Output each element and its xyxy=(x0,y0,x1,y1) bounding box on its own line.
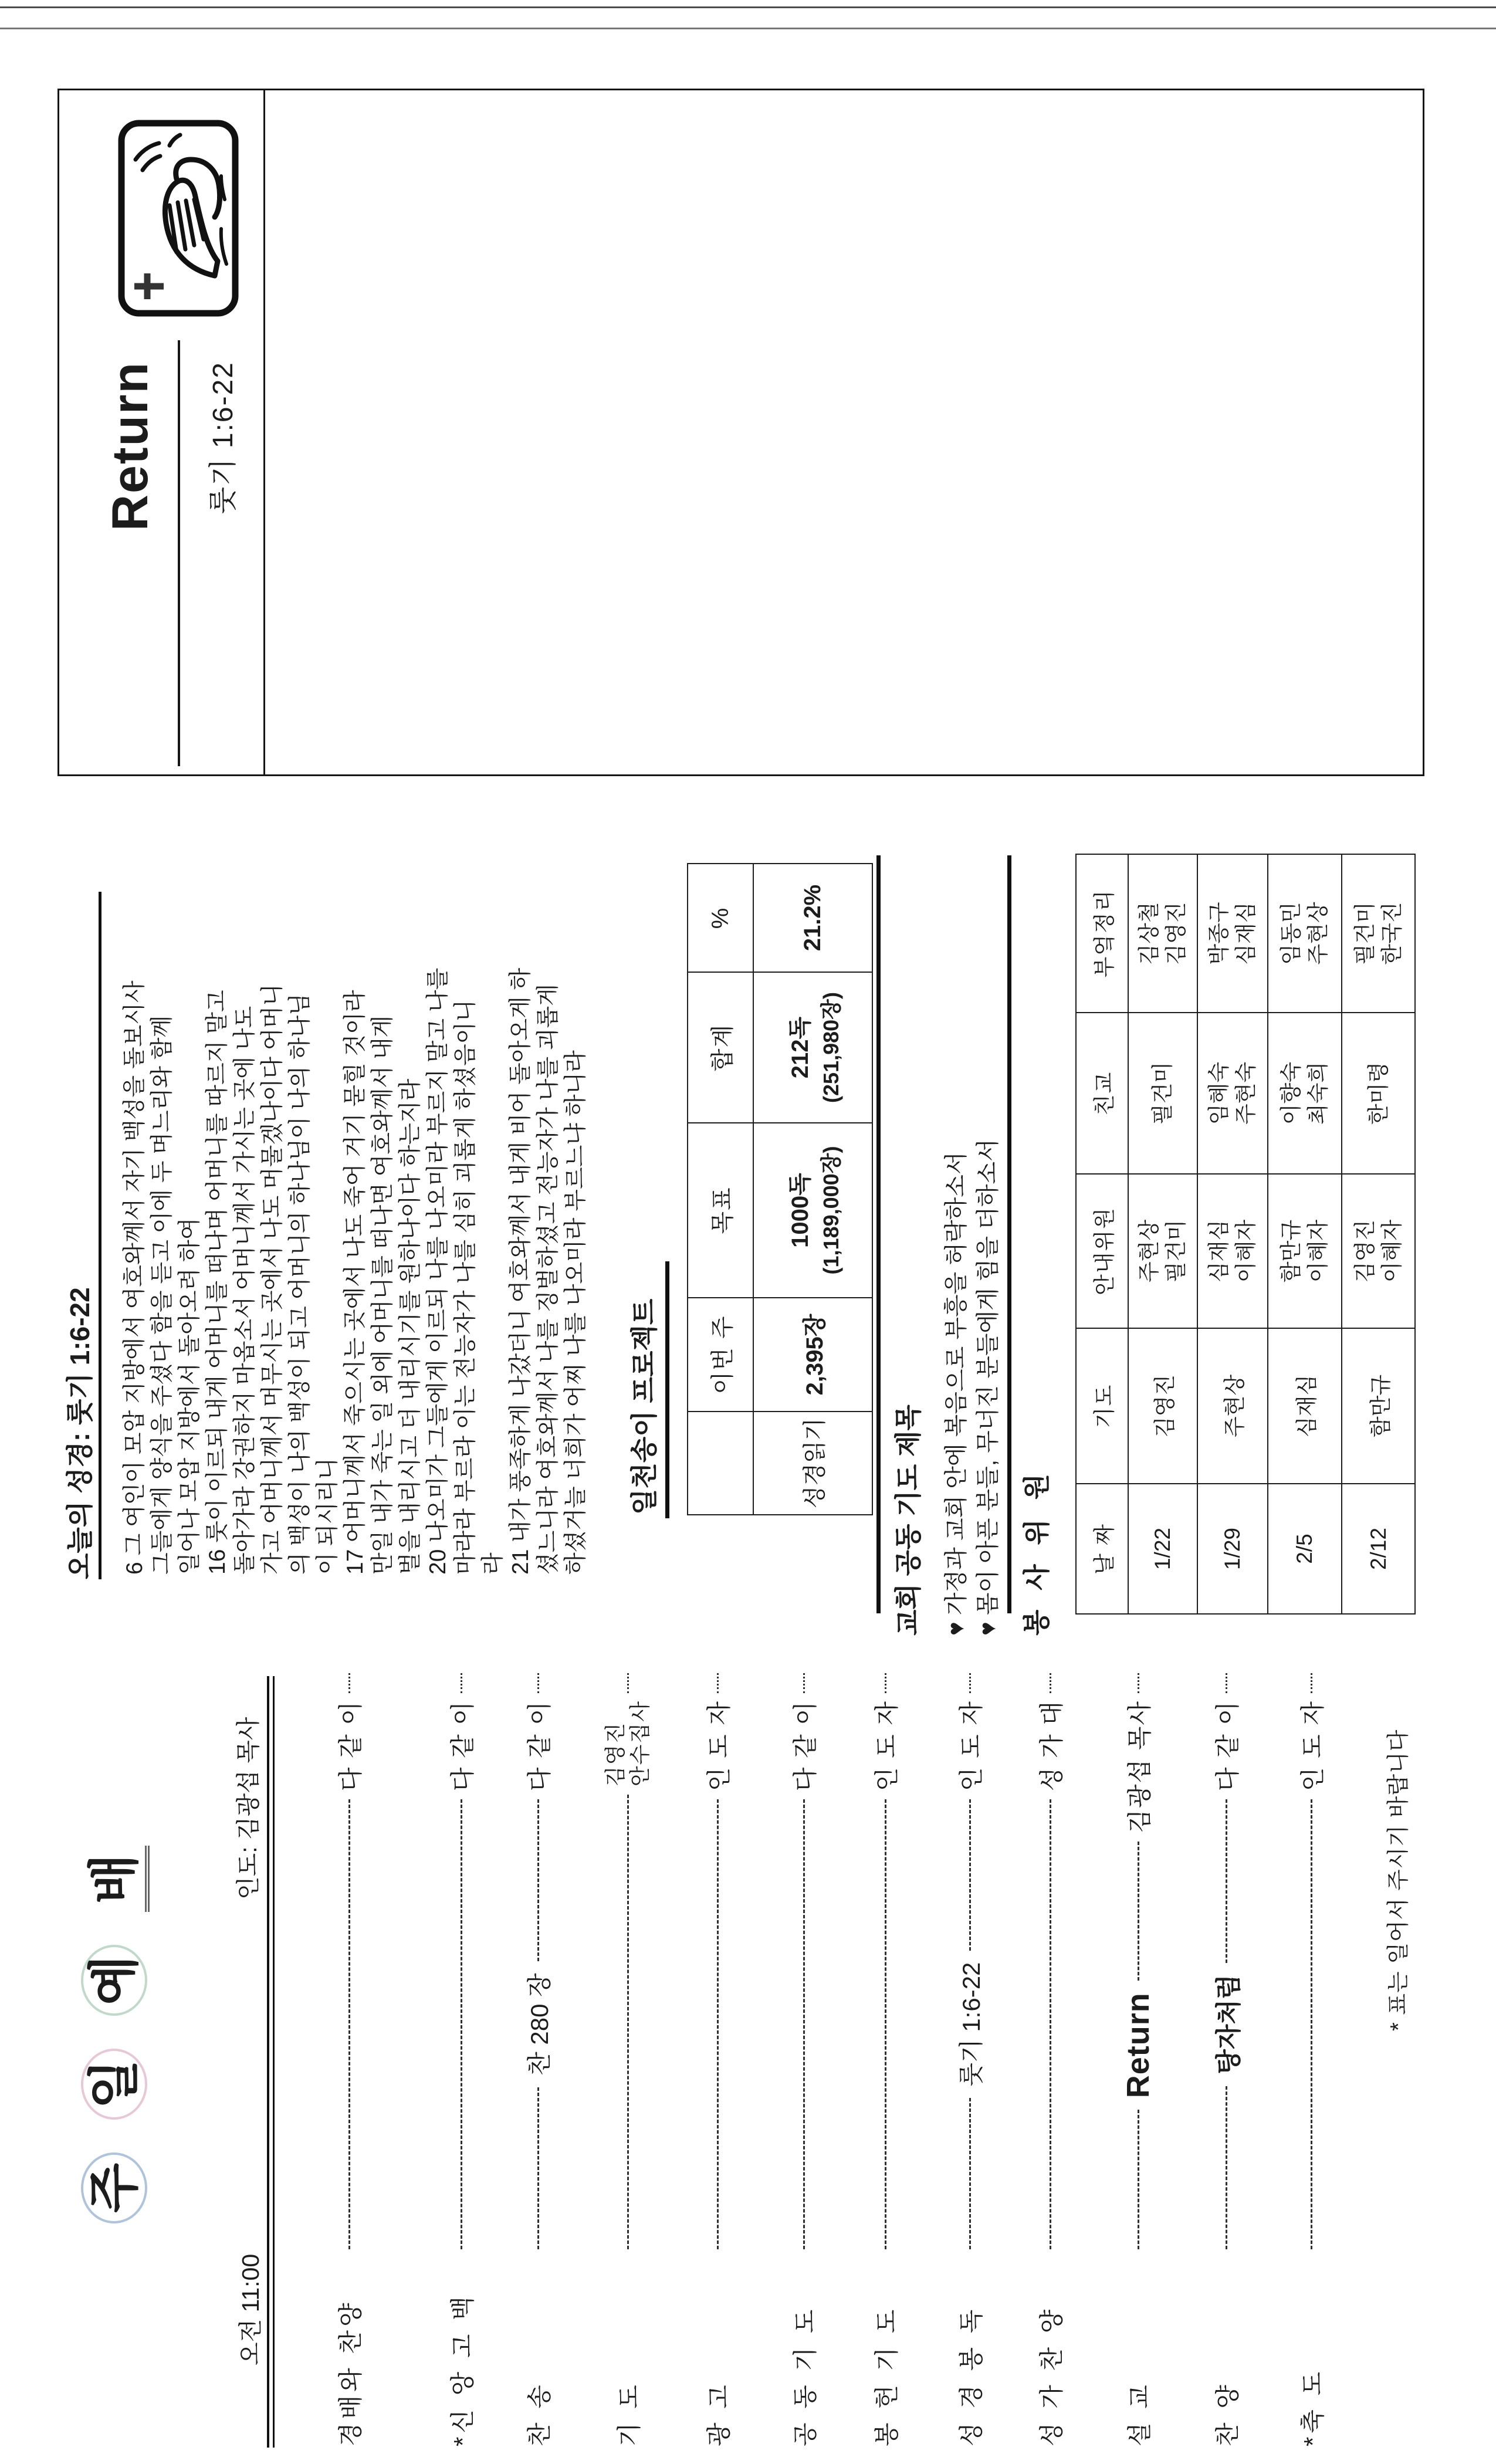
volunteer-usher: 심재심 이혜자 xyxy=(1197,1174,1268,1328)
dotted-leader xyxy=(885,1799,886,2249)
project-heading: 일천송이 프로젝트 xyxy=(629,1298,659,1515)
worship-title-char: 배 xyxy=(83,1846,150,1912)
worship-row-prayer xyxy=(603,1673,652,2446)
sermon-title: Return xyxy=(1121,1992,1156,2099)
worship-label: 경배와 찬양 xyxy=(337,2299,364,2446)
worship-label: 봉 헌 기 도 xyxy=(873,2306,901,2446)
worship-row-announcements xyxy=(700,1673,735,2446)
volunteer-usher: 함만규 이혜자 xyxy=(1268,1174,1342,1328)
scripture-line: 가고 어머니께서 머무시는 곳에서 나도 머물겠나이다 어머니 xyxy=(260,984,285,1575)
dotted-leader xyxy=(1226,1799,1227,1962)
volunteer-kitchen: 김상철 김영진 xyxy=(1128,854,1197,1013)
scan-edge-line xyxy=(0,6,1496,8)
scripture-line: 하셨거늘 너희가 어찌 나를 나오미라 부르느냐 하니라 xyxy=(563,1050,588,1575)
scripture-line: 6 그 여인이 모압 지방에서 여호와께서 자기 백성을 돌보시사 xyxy=(122,980,147,1575)
worship-row-praise xyxy=(331,1673,367,2446)
volunteer-kitchen: 임동민 주현상 xyxy=(1268,854,1342,1013)
volunteers-row xyxy=(1128,854,1197,1614)
notes-box-title: Return xyxy=(102,361,158,532)
worship-center: 찬 280 장 xyxy=(526,1973,553,2076)
worship-row-offering-prayer xyxy=(868,1673,903,2446)
volunteer-kitchen: 필건미 한국진 xyxy=(1342,854,1415,1013)
worship-row-sermon xyxy=(1121,1673,1156,2446)
volunteer-date: 2/5 xyxy=(1268,1484,1342,1614)
volunteers-table xyxy=(1075,854,1416,1615)
section-rule xyxy=(1007,855,1011,1613)
dotted-leader xyxy=(969,2098,971,2249)
worship-label: 찬 송 xyxy=(526,2381,553,2446)
worship-row-creed xyxy=(444,1673,479,2446)
scripture-heading: 오늘의 성경: 룻기 1:6-22 xyxy=(65,1287,95,1579)
volunteer-prayer: 심재심 xyxy=(1268,1328,1342,1484)
project-row-header: 성경읽기 xyxy=(753,1412,872,1515)
worship-value: 다 같 이 xyxy=(526,1700,553,1792)
scripture-line: 의 백성이 나의 백성이 되고 어머니의 하나님이 나의 하나님 xyxy=(287,993,313,1575)
worship-time: 오전 11:00 xyxy=(237,2253,264,2365)
worship-row-choir xyxy=(1033,1673,1068,2446)
worship-label: 성 가 찬 양 xyxy=(1038,2306,1065,2446)
prayer-item: ♥ 몸이 아픈 분들, 무너진 분들에게 힘을 더하소서 xyxy=(975,1139,1001,1636)
worship-row-common-prayer xyxy=(786,1673,821,2446)
worship-value: 김영진 xyxy=(603,1721,627,1787)
worship-row-hymn2 xyxy=(1209,1673,1244,2446)
worship-value: 다 같 이 xyxy=(449,1700,476,1792)
scripture-line: 마라라 부르라 이는 전능자가 나를 심히 괴롭게 하셨음이니 xyxy=(453,999,478,1575)
volunteer-fellowship: 한미령 xyxy=(1342,1013,1415,1174)
worship-value: 인 도 자 xyxy=(1299,1700,1326,1792)
worship-label: 성 경 봉 독 xyxy=(957,2306,985,2446)
worship-label: *신 앙 고 백 xyxy=(449,2293,476,2446)
worship-label: 찬 양 xyxy=(1214,2381,1241,2446)
dotted-tail xyxy=(969,1673,971,1693)
worship-value: 인 도 자 xyxy=(705,1700,733,1792)
project-heading-underline xyxy=(665,1261,669,1518)
project-goal-value: 1000독 xyxy=(787,1173,813,1248)
dotted-tail xyxy=(537,1673,539,1693)
prayer-item: ♥ 가정과 교회 안에 복음으로 부흥을 허락하소서 xyxy=(943,1152,969,1636)
notes-box-title-underline xyxy=(178,340,180,766)
project-total-cell xyxy=(753,972,872,1123)
project-percent-value: 21.2% xyxy=(753,864,872,972)
volunteer-fellowship: 이향숙 최숙희 xyxy=(1268,1013,1342,1174)
worship-label: 공 동 기 도 xyxy=(791,2306,819,2446)
dotted-leader xyxy=(717,1799,719,2249)
volunteers-header-kitchen: 부엌정리 xyxy=(1076,854,1128,1013)
worship-value-line2: 안수집사 xyxy=(628,1700,652,1787)
project-header-total: 합계 xyxy=(688,972,753,1123)
sermon-notes-box xyxy=(57,89,1424,776)
volunteer-prayer: 함만규 xyxy=(1342,1328,1415,1484)
worship-value: 김광섭 목사 xyxy=(1126,1700,1153,1833)
dotted-tail xyxy=(461,1673,462,1693)
dotted-leader xyxy=(537,1799,539,1961)
scripture-line: 17 어머니께서 죽으시는 곳에서 나도 죽어 거기 묻힐 것이라 xyxy=(343,990,368,1575)
worship-label: *축 도 xyxy=(1299,2368,1326,2446)
volunteers-header-fellowship: 친교 xyxy=(1076,1013,1128,1174)
dotted-leader xyxy=(803,1799,805,2249)
scripture-line: 21 내가 풍족하게 나갔더니 여호와께서 내게 비어 돌아오게 하 xyxy=(508,967,533,1575)
volunteers-header-prayer: 기도 xyxy=(1076,1328,1128,1484)
dotted-tail xyxy=(1226,1673,1227,1693)
scripture-line: 라 xyxy=(480,1552,506,1575)
praying-hands-icon xyxy=(118,120,239,317)
worship-title-char: 주 xyxy=(81,2152,147,2223)
scripture-heading-underline xyxy=(99,892,101,1579)
scripture-line: 셨느니라 여호와께서 나를 징벌하셨고 전능자가 나를 괴롭게 xyxy=(536,984,561,1575)
worship-leader: 인도: 김광섭 목사 xyxy=(235,1717,262,1900)
project-goal-cell xyxy=(753,1123,872,1298)
scripture-text xyxy=(121,794,590,1575)
project-header-goal: 목표 xyxy=(688,1123,753,1298)
scripture-line: 만일 내가 죽는 일 외에 어머니를 떠나면 여호와께서 내게 xyxy=(370,1015,395,1575)
scripture-line: 일어나 모압 지방에서 돌아오려 하여 xyxy=(177,1217,202,1575)
worship-label: 기 도 xyxy=(615,2381,643,2446)
volunteer-usher: 김영진 이혜자 xyxy=(1342,1174,1415,1328)
dotted-tail xyxy=(803,1673,805,1693)
volunteer-fellowship: 필건미 xyxy=(1128,1013,1197,1174)
dotted-leader xyxy=(1050,1799,1051,2249)
volunteers-heading: 봉 사 위 원 xyxy=(1021,1467,1052,1636)
dotted-leader xyxy=(1226,2086,1227,2249)
volunteers-row xyxy=(1268,854,1342,1614)
dotted-tail xyxy=(717,1673,719,1693)
volunteer-date: 1/22 xyxy=(1128,1484,1197,1614)
volunteer-kitchen: 박종구 심재심 xyxy=(1197,854,1268,1013)
worship-row-hymn xyxy=(520,1673,556,2446)
dotted-tail xyxy=(885,1673,886,1693)
volunteer-usher: 주현상 필건미 xyxy=(1128,1174,1197,1328)
volunteer-prayer: 주현상 xyxy=(1197,1328,1268,1484)
worship-title-char: 예 xyxy=(81,1945,147,2016)
scripture-line: 벌을 내리시고 더 내리시기를 원하나이다 하는지라 xyxy=(398,1078,423,1575)
worship-title-char: 일 xyxy=(81,2049,147,2120)
worship-label: 설 교 xyxy=(1126,2381,1153,2446)
project-week-value: 2,395장 xyxy=(753,1298,872,1412)
worship-value: 다 같 이 xyxy=(1214,1700,1241,1792)
volunteer-date: 1/29 xyxy=(1197,1484,1268,1614)
dotted-leader xyxy=(627,1795,629,2249)
prayer-heading: 교회 공동 기도 제목 xyxy=(893,1404,923,1636)
volunteer-fellowship: 임혜숙 주현숙 xyxy=(1197,1013,1268,1174)
project-header-percent: % xyxy=(688,864,753,972)
notes-box-subtitle: 룻기 1:6-22 xyxy=(208,361,239,515)
worship-value: 성 가 대 xyxy=(1038,1700,1065,1792)
scan-edge-line-2 xyxy=(0,28,1496,29)
standing-note: * 표는 일어서 주시기 바랍니다 xyxy=(1386,1729,1411,2031)
notes-box-title-strip xyxy=(59,90,265,774)
worship-center: 탕자처럼 xyxy=(1214,1974,1243,2074)
volunteers-header-usher: 안내위원 xyxy=(1076,1174,1128,1328)
dotted-tail xyxy=(627,1673,629,1693)
worship-value: 인 도 자 xyxy=(873,1700,901,1792)
worship-row-scripture-reading xyxy=(952,1673,987,2446)
volunteer-date: 2/12 xyxy=(1342,1484,1415,1614)
worship-label: 광 고 xyxy=(705,2381,733,2446)
project-goal-sub: (1,189,000장) xyxy=(818,1146,843,1275)
scripture-line: 16 룻이 이르되 내게 어머니를 떠나며 어머니를 따르지 말고 xyxy=(205,990,230,1575)
dotted-leader xyxy=(461,1799,462,2249)
worship-center: 룻기 1:6-22 xyxy=(957,1962,985,2087)
project-total-value: 212독 xyxy=(787,1016,813,1079)
worship-value: 인 도 자 xyxy=(957,1700,985,1792)
project-header-empty xyxy=(688,1412,753,1515)
worship-row-benediction xyxy=(1294,1673,1329,2446)
project-header-week: 이번 주 xyxy=(688,1298,753,1412)
volunteers-header-date: 날 짜 xyxy=(1076,1484,1128,1614)
scripture-line: 20 나오미가 그들에게 이르되 나를 나오미라 부르지 말고 나를 xyxy=(425,967,451,1575)
dotted-tail xyxy=(1311,1673,1312,1693)
worship-header-rule xyxy=(267,1676,275,2448)
scripture-line: 그들에게 양식을 주셨다 함을 듣고 이에 두 며느리와 함께 xyxy=(150,1015,175,1575)
dotted-tail xyxy=(348,1673,350,1693)
worship-value: 다 같 이 xyxy=(337,1700,364,1792)
scripture-line: 돌아가라 강권하지 마옵소서 어머니께서 가시는 곳에 나도 xyxy=(232,1006,258,1575)
section-rule xyxy=(876,855,881,1613)
volunteers-row xyxy=(1197,854,1268,1614)
project-total-sub: (251,980장) xyxy=(818,992,843,1103)
dotted-tail xyxy=(1138,1673,1139,1693)
dotted-leader xyxy=(1138,2110,1139,2249)
worship-title xyxy=(81,1846,150,2223)
dotted-tail xyxy=(1050,1673,1051,1693)
bible-reading-project-table xyxy=(687,863,873,1515)
dotted-leader xyxy=(1138,1842,1139,1981)
dotted-leader xyxy=(348,1799,350,2249)
dotted-leader xyxy=(537,2087,539,2249)
dotted-leader xyxy=(969,1799,971,1951)
scripture-line: 이 되시리니 xyxy=(315,1457,340,1575)
volunteer-prayer: 김영진 xyxy=(1128,1328,1197,1484)
dotted-leader xyxy=(1311,1799,1312,2249)
volunteers-row xyxy=(1342,854,1415,1614)
worship-value: 다 같 이 xyxy=(791,1700,819,1792)
